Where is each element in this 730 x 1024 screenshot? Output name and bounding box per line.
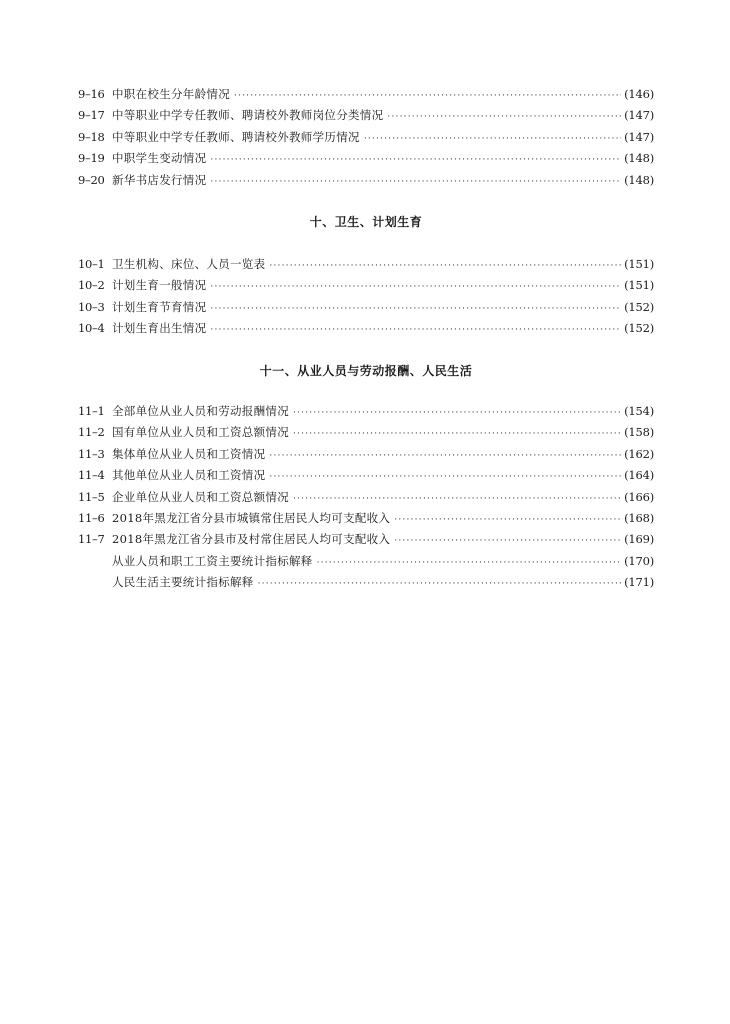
entry-title: 从业人员和职工工资主要统计指标解释 <box>112 553 313 568</box>
toc-entry[interactable] <box>78 508 654 529</box>
dot-leader <box>387 107 621 128</box>
toc-entry[interactable] <box>78 529 654 550</box>
section-10-heading: 十、卫生、计划生育 <box>309 215 423 229</box>
entry-number: 9–20 <box>78 172 105 187</box>
toc-section-11-list <box>78 401 654 594</box>
entry-title: 其他单位从业人员和工资情况 <box>112 468 266 483</box>
dot-leader <box>210 277 621 298</box>
entry-number: 11–5 <box>78 489 105 504</box>
entry-number: 9–17 <box>78 108 105 123</box>
entry-page: (171) <box>624 575 654 590</box>
dot-leader <box>394 531 621 552</box>
entry-page: (152) <box>624 299 654 314</box>
entry-number: 11–6 <box>78 510 105 525</box>
entry-number: 9–19 <box>78 151 105 166</box>
entry-title: 中职学生变动情况 <box>112 151 207 166</box>
entry-title: 企业单位从业人员和工资总额情况 <box>112 489 289 504</box>
entry-title: 计划生育出生情况 <box>112 321 207 336</box>
toc-entry[interactable] <box>78 487 654 508</box>
entry-page: (152) <box>624 321 654 336</box>
entry-page: (168) <box>624 510 654 525</box>
section-11-heading: 十一、从业人员与劳动报酬、人民生活 <box>259 364 473 378</box>
entry-page: (151) <box>624 278 654 293</box>
entry-title: 中职在校生分年龄情况 <box>112 87 230 101</box>
entry-page: (170) <box>624 553 654 568</box>
entry-number: 9–16 <box>78 87 105 101</box>
entry-title: 集体单位从业人员和工资情况 <box>112 446 266 461</box>
entry-page: (162) <box>624 446 654 461</box>
entry-page: (158) <box>624 425 654 440</box>
dot-leader <box>293 489 621 510</box>
entry-page: (147) <box>624 108 654 123</box>
dot-leader <box>364 129 621 150</box>
entry-page: (164) <box>624 468 654 483</box>
entry-number: 10–4 <box>78 321 105 336</box>
entry-title: 2018年黑龙江省分县市城镇常住居民人均可支配收入 <box>112 510 391 525</box>
entry-number: 10–1 <box>78 257 105 271</box>
dot-leader <box>269 467 621 488</box>
entry-page: (169) <box>624 532 654 547</box>
entry-number: 10–3 <box>78 299 105 314</box>
entry-page: (151) <box>624 257 654 271</box>
toc-entry[interactable] <box>78 422 654 443</box>
dot-leader <box>210 320 621 341</box>
dot-leader <box>293 403 621 424</box>
toc-entry[interactable] <box>78 297 654 318</box>
entry-number: 11–4 <box>78 468 105 483</box>
toc-entry[interactable] <box>78 170 654 191</box>
dot-leader <box>210 150 621 171</box>
entry-title: 中等职业中学专任教师、聘请校外教师岗位分类情况 <box>112 108 384 123</box>
toc-entry[interactable] <box>78 275 654 296</box>
entry-page: (154) <box>624 404 654 418</box>
entry-page: (166) <box>624 489 654 504</box>
toc-entry[interactable] <box>78 254 654 275</box>
entry-title: 计划生育节育情况 <box>112 299 207 314</box>
dot-leader <box>293 424 621 445</box>
entry-title: 人民生活主要统计指标解释 <box>112 575 254 590</box>
toc-section-9-list <box>78 84 654 191</box>
toc-entry[interactable] <box>78 105 654 126</box>
toc-entry[interactable] <box>78 127 654 148</box>
entry-title: 2018年黑龙江省分县市及村常住居民人均可支配收入 <box>112 532 391 547</box>
dot-leader <box>317 553 621 574</box>
entry-number: 9–18 <box>78 129 105 144</box>
entry-page: (146) <box>624 87 654 101</box>
toc-entry[interactable] <box>78 318 654 339</box>
toc-entry[interactable] <box>78 401 654 422</box>
toc-entry[interactable] <box>78 148 654 169</box>
dot-leader <box>269 256 621 277</box>
entry-title: 中等职业中学专任教师、聘请校外教师学历情况 <box>112 129 360 144</box>
dot-leader <box>269 446 621 467</box>
entry-number: 11–1 <box>78 404 105 418</box>
entry-page: (147) <box>624 129 654 144</box>
dot-leader <box>210 172 621 193</box>
dot-leader <box>234 86 621 107</box>
entry-page: (148) <box>624 151 654 166</box>
entry-page: (148) <box>624 172 654 187</box>
entry-number: 11–2 <box>78 425 105 440</box>
toc-entry[interactable] <box>78 465 654 486</box>
entry-title: 新华书店发行情况 <box>112 172 207 187</box>
toc-entry[interactable] <box>78 551 654 572</box>
toc-entry[interactable] <box>78 84 654 105</box>
entry-number: 11–7 <box>78 532 105 547</box>
entry-number: 10–2 <box>78 278 105 293</box>
entry-title: 国有单位从业人员和工资总额情况 <box>112 425 289 440</box>
entry-title: 全部单位从业人员和劳动报酬情况 <box>112 404 289 418</box>
entry-title: 计划生育一般情况 <box>112 278 207 293</box>
dot-leader <box>210 299 621 320</box>
toc-entry[interactable] <box>78 444 654 465</box>
entry-title: 卫生机构、床位、人员一览表 <box>112 257 266 271</box>
dot-leader <box>394 510 621 531</box>
toc-entry[interactable] <box>78 572 654 593</box>
entry-number: 11–3 <box>78 446 105 461</box>
toc-section-10-list <box>78 254 654 340</box>
dot-leader <box>258 574 621 595</box>
